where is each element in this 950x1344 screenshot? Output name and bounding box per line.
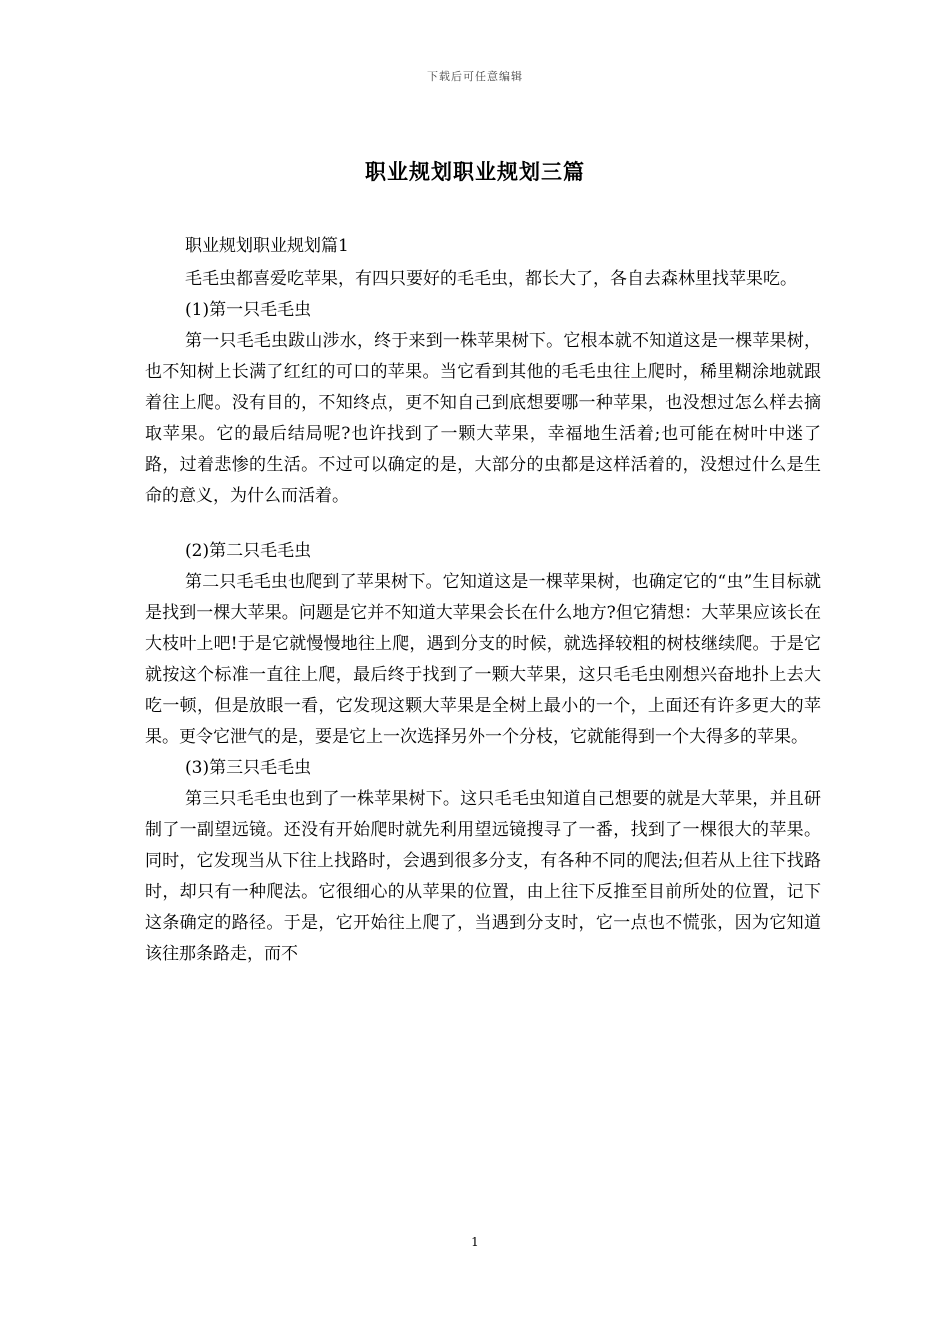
paragraph-caterpillar-1: 第一只毛毛虫跋山涉水，终于来到一株苹果树下。它根本就不知道这是一棵苹果树，也不知树上长满了红红的可口的苹果。当它看到其他的毛毛虫往上爬时，稀里糊涂地就跟着往上爬。没有目的，不知终点，更不知自己到底想要哪一种苹果，也没想过怎么样去摘取苹果。它的最后结局呢?也许找到了一颗大苹果，幸福地生活着;也可能在树叶中迷了路，过着悲惨的生活。不过可以确定的是，大部分的虫都是这样活着的，没想过什么是生命的意义，为什么而活着。 bbox=[145, 331, 821, 506]
page-number: 1 bbox=[471, 1235, 479, 1249]
document-body bbox=[145, 231, 821, 970]
header-note: 下载后可任意编辑 bbox=[427, 70, 523, 83]
section-heading-part-1: 职业规划职业规划篇1 bbox=[185, 236, 349, 256]
document-title: 职业规划职业规划三篇 bbox=[365, 159, 585, 184]
paragraph-intro: 毛毛虫都喜爱吃苹果，有四只要好的毛毛虫，都长大了，各自去森林里找苹果吃。 bbox=[185, 269, 797, 289]
subheading-caterpillar-3: (3)第三只毛毛虫 bbox=[185, 758, 312, 778]
paragraph-caterpillar-2: 第二只毛毛虫也爬到了苹果树下。它知道这是一棵苹果树，也确定它的“虫”生目标就是找到一棵大苹果。问题是它并不知道大苹果会长在什么地方?但它猜想：大苹果应该长在大枝叶上吧!于是它就慢慢地往上爬，遇到分支的时候，就选择较粗的树枝继续爬。于是它就按这个标准一直往上爬，最后终于找到了一颗大苹果，这只毛毛虫刚想兴奋地扑上去大吃一顿，但是放眼一看，它发现这颗大苹果是全树上最小的一个，上面还有许多更大的苹果。更令它泄气的是，要是它上一次选择另外一个分枝，它就能得到一个大得多的苹果。 bbox=[145, 572, 821, 747]
paragraph-caterpillar-3: 第三只毛毛虫也到了一株苹果树下。这只毛毛虫知道自己想要的就是大苹果，并且研制了一副望远镜。还没有开始爬时就先利用望远镜搜寻了一番，找到了一棵很大的苹果。同时，它发现当从下往上找路时，会遇到很多分支，有各种不同的爬法;但若从上往下找路时，却只有一种爬法。它很细心的从苹果的位置，由上往下反推至目前所处的位置，记下这条确定的路径。于是，它开始往上爬了，当遇到分支时，它一点也不慌张，因为它知道该往那条路走，而不 bbox=[145, 789, 821, 964]
subheading-caterpillar-2: (2)第二只毛毛虫 bbox=[185, 541, 312, 561]
subheading-caterpillar-1: (1)第一只毛毛虫 bbox=[185, 300, 312, 320]
